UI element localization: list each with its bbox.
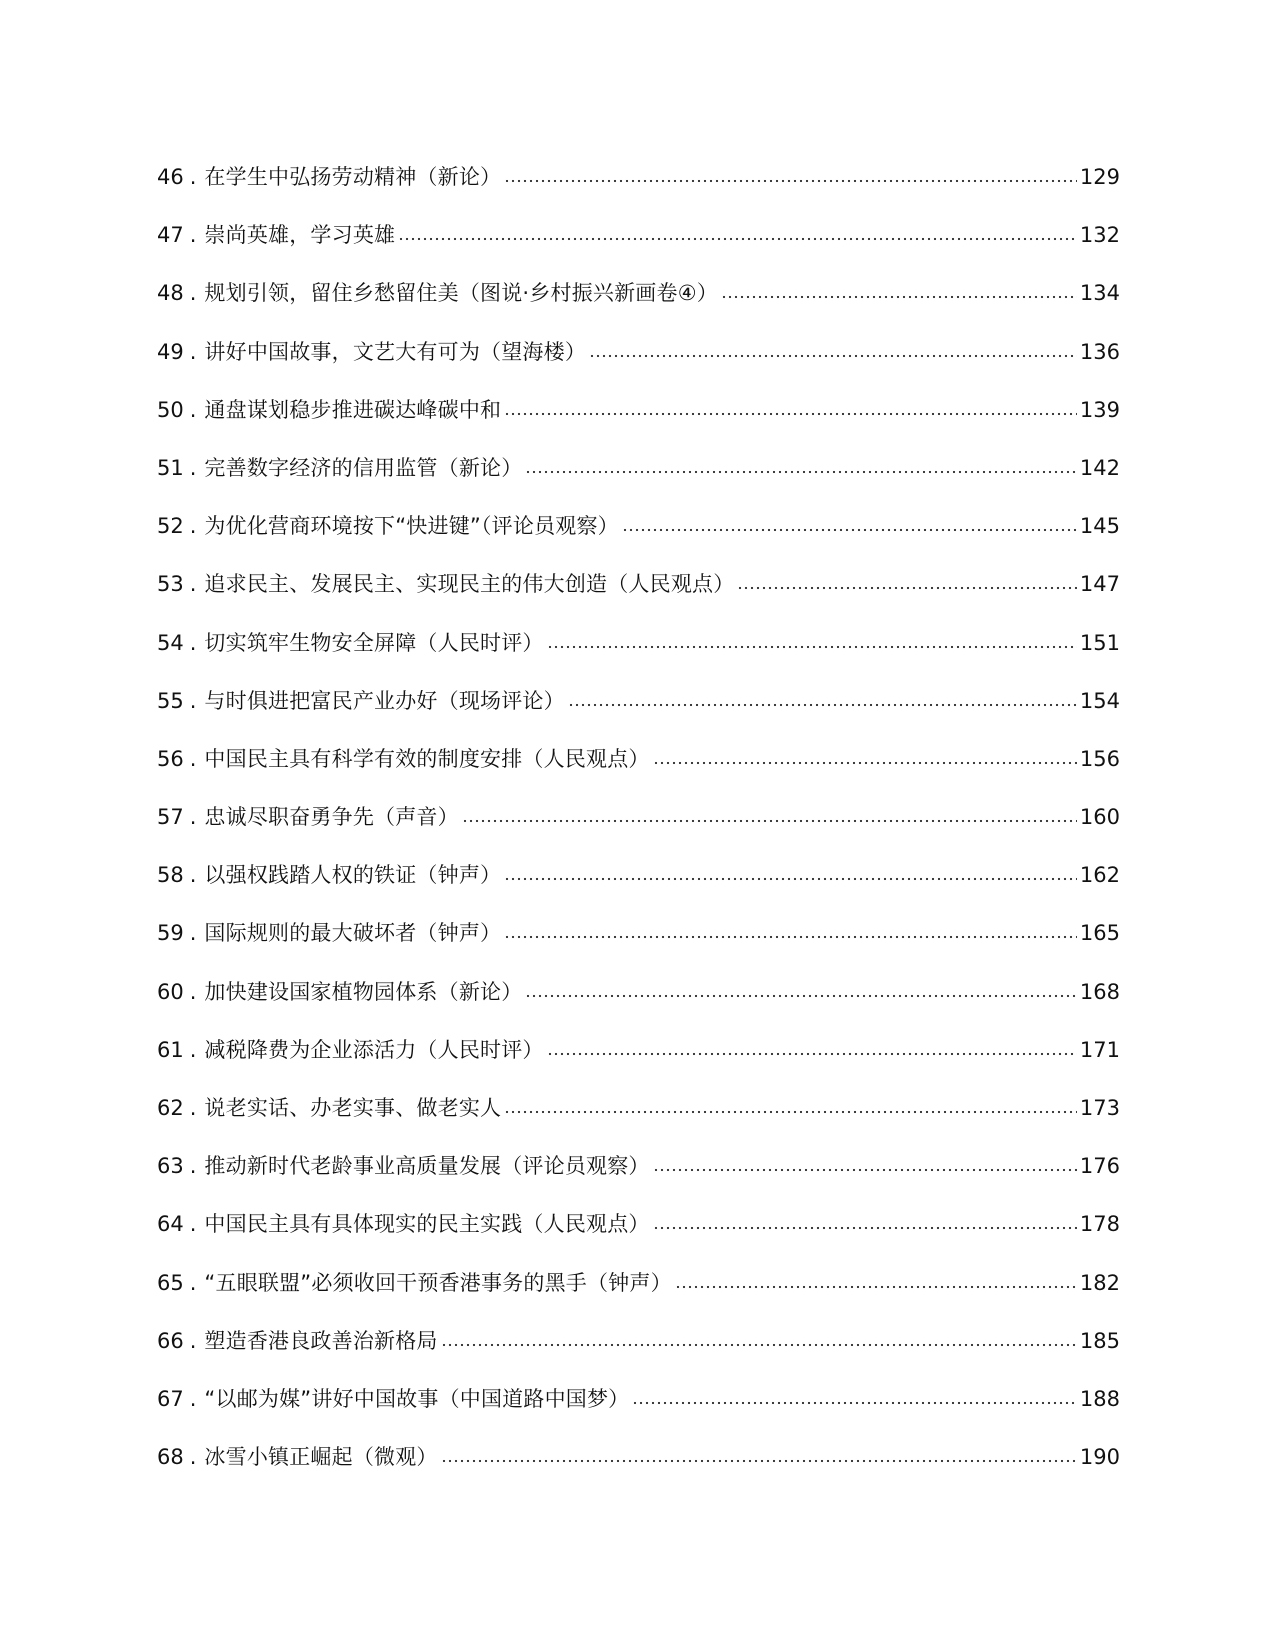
toc-entry-title[interactable]: 中国民主具有科学有效的制度安排（人民观点）	[204, 746, 650, 771]
toc-entry-number: 57	[157, 805, 184, 830]
toc-entry-page-number: 154	[1079, 688, 1120, 713]
toc-dot-leader	[632, 1401, 1077, 1405]
toc-entry[interactable]	[157, 802, 1120, 860]
toc-entry-title[interactable]: 通盘谋划稳步推进碳达峰碳中和	[204, 397, 502, 422]
toc-entry[interactable]	[157, 162, 1120, 220]
toc-entry-title[interactable]: 讲好中国故事，文艺大有可为（望海楼）	[204, 339, 587, 364]
toc-entry-number: 64	[157, 1212, 184, 1237]
toc-entry[interactable]	[157, 628, 1120, 686]
toc-entry-separator: .	[189, 1096, 197, 1120]
toc-entry[interactable]	[157, 337, 1120, 395]
toc-entry[interactable]	[157, 1326, 1120, 1384]
toc-entry[interactable]	[157, 395, 1120, 453]
toc-entry-number: 59	[157, 921, 184, 946]
toc-entry-number: 50	[157, 397, 184, 422]
toc-entry[interactable]	[157, 1442, 1120, 1500]
toc-entry-separator: .	[189, 863, 197, 888]
toc-dot-leader	[653, 761, 1077, 765]
toc-entry-page-number: 176	[1079, 1154, 1120, 1179]
toc-entry-separator: .	[189, 455, 197, 480]
toc-entry-title[interactable]: 加快建设国家植物园体系（新论）	[204, 979, 523, 1004]
toc-entry-separator: .	[189, 1328, 197, 1353]
toc-entry[interactable]	[157, 453, 1120, 511]
toc-entry-title[interactable]: 冰雪小镇正崛起（微观）	[204, 1445, 438, 1470]
toc-entry[interactable]	[157, 1384, 1120, 1442]
toc-entry-number: 67	[157, 1386, 184, 1411]
toc-entry-separator: .	[189, 630, 197, 655]
toc-entry-separator: .	[189, 805, 197, 830]
toc-entry-separator: .	[189, 339, 197, 364]
toc-entry-separator: .	[189, 921, 197, 946]
toc-entry-page-number: 168	[1079, 979, 1120, 1004]
toc-dot-leader	[504, 877, 1077, 881]
toc-entry-separator: .	[189, 1212, 197, 1237]
toc-entry-page-number: 160	[1079, 805, 1120, 830]
toc-dot-leader	[653, 1226, 1077, 1230]
toc-dot-leader	[547, 645, 1077, 649]
toc-entry-page-number: 185	[1079, 1328, 1120, 1353]
toc-entry-title[interactable]: 为优化营商环境按下“快进键”（评论员观察）	[204, 514, 619, 539]
toc-entry-page-number: 171	[1079, 1037, 1120, 1062]
toc-entry-page-number: 151	[1079, 630, 1120, 655]
toc-entry-separator: .	[189, 1270, 197, 1295]
toc-entry[interactable]	[157, 1209, 1120, 1267]
toc-entry-separator: .	[189, 281, 197, 306]
toc-entry-number: 51	[157, 455, 184, 480]
toc-entry-number: 58	[157, 863, 184, 888]
toc-dot-leader	[504, 935, 1077, 939]
toc-entry-page-number: 147	[1079, 572, 1120, 597]
toc-entry-separator: .	[189, 1037, 197, 1062]
toc-entry-number: 61	[157, 1037, 184, 1062]
toc-dot-leader	[504, 1110, 1077, 1114]
toc-entry[interactable]	[157, 977, 1120, 1035]
toc-entry[interactable]	[157, 1151, 1120, 1209]
toc-entry-page-number: 142	[1079, 455, 1120, 480]
toc-entry-title[interactable]: 塑造香港良政善治新格局	[204, 1328, 438, 1353]
toc-entry[interactable]	[157, 511, 1120, 569]
toc-entry-number: 49	[157, 339, 184, 364]
toc-entry-separator: .	[189, 223, 197, 248]
toc-entry-number: 68	[157, 1445, 184, 1470]
toc-dot-leader	[622, 528, 1077, 532]
toc-entry-page-number: 136	[1079, 339, 1120, 364]
toc-entry-title[interactable]: 忠诚尽职奋勇争先（声音）	[204, 805, 459, 830]
toc-entry-title[interactable]: “五眼联盟”必须收回干预香港事务的黑手（钟声）	[204, 1270, 672, 1295]
toc-dot-leader	[398, 237, 1077, 241]
toc-entry-title[interactable]: 与时俱进把富民产业办好（现场评论）	[204, 688, 565, 713]
toc-entry-number: 52	[157, 514, 184, 539]
toc-entry-page-number: 188	[1079, 1386, 1120, 1411]
toc-entry-page-number: 139	[1079, 397, 1120, 422]
toc-entry-page-number: 134	[1079, 281, 1120, 306]
toc-dot-leader	[568, 703, 1077, 707]
toc-entry-page-number: 178	[1079, 1212, 1120, 1237]
toc-entry-page-number: 156	[1079, 746, 1120, 771]
toc-entry-title[interactable]: 国际规则的最大破坏者（钟声）	[204, 921, 502, 946]
toc-entry-separator: .	[189, 979, 197, 1004]
toc-dot-leader	[547, 1052, 1077, 1056]
toc-entry-separator: .	[189, 397, 197, 422]
toc-entry[interactable]	[157, 278, 1120, 336]
toc-entry-page-number: 165	[1079, 921, 1120, 946]
toc-entry-page-number: 182	[1079, 1270, 1120, 1295]
toc-entry-title[interactable]: 切实筑牢生物安全屏障（人民时评）	[204, 630, 544, 655]
toc-entry-title[interactable]: 说老实话、办老实事、做老实人	[204, 1096, 502, 1120]
toc-entry[interactable]	[157, 1035, 1120, 1093]
toc-entry-title[interactable]: “以邮为媒”讲好中国故事（中国道路中国梦）	[204, 1386, 630, 1411]
toc-dot-leader	[441, 1343, 1077, 1347]
toc-entry[interactable]	[157, 744, 1120, 802]
toc-entry-number: 47	[157, 223, 184, 248]
toc-entry[interactable]	[157, 686, 1120, 744]
toc-entry-separator: .	[189, 746, 197, 771]
toc-entry-page-number: 162	[1079, 863, 1120, 888]
toc-dot-leader	[653, 1168, 1077, 1172]
toc-entry[interactable]	[157, 918, 1120, 976]
toc-entry-number: 54	[157, 630, 184, 655]
toc-entry-title[interactable]: 追求民主、发展民主、实现民主的伟大创造（人民观点）	[204, 572, 735, 597]
toc-entry-separator: .	[189, 1445, 197, 1470]
toc-dot-leader	[737, 586, 1076, 590]
toc-entry-page-number: 173	[1079, 1096, 1120, 1120]
toc-dot-leader	[441, 1459, 1077, 1463]
toc-dot-leader	[504, 179, 1077, 183]
toc-entry-page-number: 132	[1079, 223, 1120, 248]
toc-entry-page-number: 129	[1079, 165, 1120, 189]
toc-dot-leader	[721, 295, 1077, 299]
toc-entry[interactable]	[157, 1093, 1120, 1151]
toc-entry-title[interactable]: 完善数字经济的信用监管（新论）	[204, 455, 523, 480]
toc-dot-leader	[589, 354, 1077, 358]
toc-entry-title[interactable]: 以强权践踏人权的铁证（钟声）	[204, 863, 502, 888]
toc-entry-number: 63	[157, 1154, 184, 1179]
toc-dot-leader	[525, 994, 1076, 998]
toc-entry-number: 46	[157, 165, 184, 189]
toc-entry-separator: .	[189, 688, 197, 713]
toc-entry-number: 53	[157, 572, 184, 597]
toc-dot-leader	[525, 470, 1076, 474]
toc-entry-title[interactable]: 推动新时代老龄事业高质量发展（评论员观察）	[204, 1154, 650, 1179]
table-of-contents	[157, 162, 1120, 1500]
toc-entry-separator: .	[189, 514, 197, 539]
toc-entry-title[interactable]: 规划引领，留住乡愁留住美（图说·乡村振兴新画卷④）	[204, 281, 718, 306]
toc-entry-title[interactable]: 减税降费为企业添活力（人民时评）	[204, 1037, 544, 1062]
toc-entry[interactable]	[157, 220, 1120, 278]
toc-dot-leader	[462, 819, 1077, 823]
toc-entry-number: 55	[157, 688, 184, 713]
toc-entry-number: 65	[157, 1270, 184, 1295]
toc-entry-separator: .	[189, 572, 197, 597]
toc-entry-separator: .	[189, 165, 197, 189]
toc-entry-title[interactable]: 中国民主具有具体现实的民主实践（人民观点）	[204, 1212, 650, 1237]
toc-entry[interactable]	[157, 1268, 1120, 1326]
toc-entry-number: 62	[157, 1096, 184, 1120]
toc-entry[interactable]	[157, 860, 1120, 918]
toc-entry-separator: .	[189, 1386, 197, 1411]
toc-entry-number: 56	[157, 746, 184, 771]
toc-dot-leader	[504, 412, 1077, 416]
toc-entry-page-number: 190	[1079, 1445, 1120, 1470]
toc-entry-page-number: 145	[1079, 514, 1120, 539]
toc-entry-number: 66	[157, 1328, 184, 1353]
toc-entry-separator: .	[189, 1154, 197, 1179]
toc-entry-title[interactable]: 崇尚英雄，学习英雄	[204, 223, 396, 248]
toc-dot-leader	[675, 1285, 1077, 1289]
toc-entry-title[interactable]: 在学生中弘扬劳动精神（新论）	[204, 165, 502, 189]
toc-entry-number: 48	[157, 281, 184, 306]
toc-entry[interactable]	[157, 569, 1120, 627]
toc-entry-number: 60	[157, 979, 184, 1004]
